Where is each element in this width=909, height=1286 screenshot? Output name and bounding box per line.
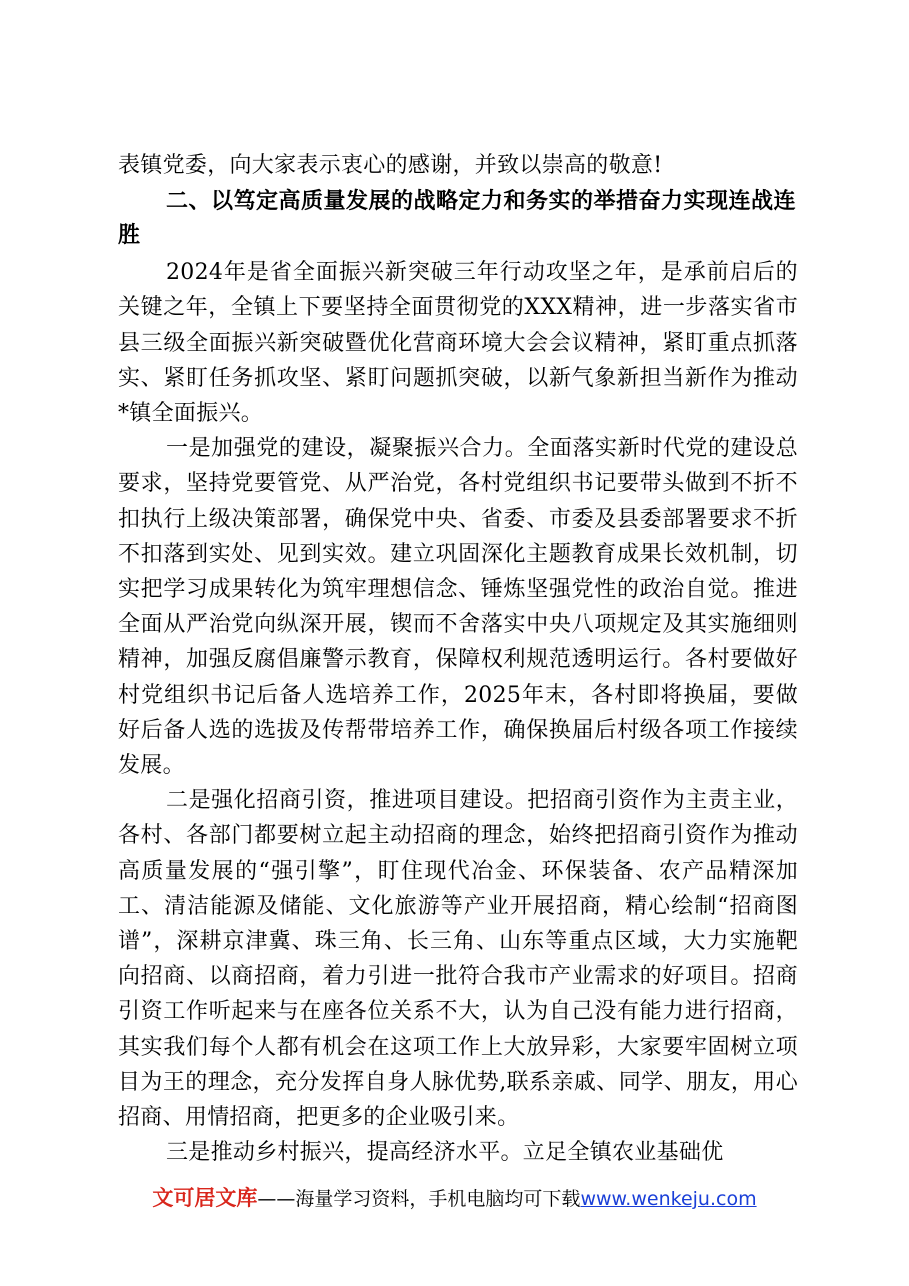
document-page bbox=[118, 148, 798, 1170]
footer-tagline: ——海量学习资料，手机电脑均可下载 bbox=[257, 1188, 581, 1210]
footer-brand: 文可居文库 bbox=[152, 1186, 258, 1210]
paragraph-investment: 二是强化招商引资，推进项目建设。把招商引资作为主责主业，各村、各部门都要树立起主动招商的理念，始终把招商引资作为推动高质量发展的“强引擎”，盯住现代冶金、环保装备、农产品精深加工、清洁能源及储能、文化旅游等产业开展招商，精心绘制“招商图谱”，深耕京津冀、珠三角、长三角、山东等重点区域，大力实施靶向招商、以商招商，着力引进一批符合我市产业需求的好项目。招商引资工作听起来与在座各位关系不大，认为自己没有能力进行招商，其实我们每个人都有机会在这项工作上大放异彩，大家要牢固树立项目为王的理念，充分发挥自身人脉优势,联系亲戚、同学、朋友，用心招商、用情招商，把更多的企业吸引来。 bbox=[118, 788, 798, 1131]
paragraph-intro: 2024年是省全面振兴新突破三年行动攻坚之年，是承前启后的关键之年，全镇上下要坚持全面贯彻党的XXX精神，进一步落实省市县三级全面振兴新突破暨优化营商环境大会会议精神，紧盯重点抓落实、紧盯任务抓攻坚、紧盯问题抓突破，以新气象新担当新作为推动*镇全面振兴。 bbox=[118, 260, 798, 427]
paragraph-party-building: 一是加强党的建设，凝聚振兴合力。全面落实新时代党的建设总要求，坚持党要管党、从严治党，各村党组织书记要带头做到不折不扣执行上级决策部署，确保党中央、省委、市委及县委部署要求不折不扣落到实处、见到实效。建立巩固深化主题教育成果长效机制，切实把学习成果转化为筑牢理想信念、锤炼坚强党性的政治自觉。推进全面从严治党向纵深开展，锲而不舍落实中央八项规定及其实施细则精神，加强反腐倡廉警示教育，保障权利规范透明运行。各村要做好村党组织书记后备人选培养工作，2025年末，各村即将换届，要做好后备人选的选拔及传帮带培养工作，确保换届后村级各项工作接续发展。 bbox=[118, 436, 798, 779]
opening-line: 表镇党委，向大家表示衷心的感谢，并致以崇高的敬意! bbox=[118, 153, 663, 178]
footer-link[interactable]: www.wenkeju.com bbox=[580, 1188, 757, 1210]
section-heading: 二、以笃定高质量发展的战略定力和务实的举措奋力实现连战连胜 bbox=[118, 189, 797, 249]
footer-banner bbox=[0, 1182, 909, 1212]
paragraph-rural-revitalization: 三是推动乡村振兴，提高经济水平。立足全镇农业基础优 bbox=[166, 1140, 724, 1166]
